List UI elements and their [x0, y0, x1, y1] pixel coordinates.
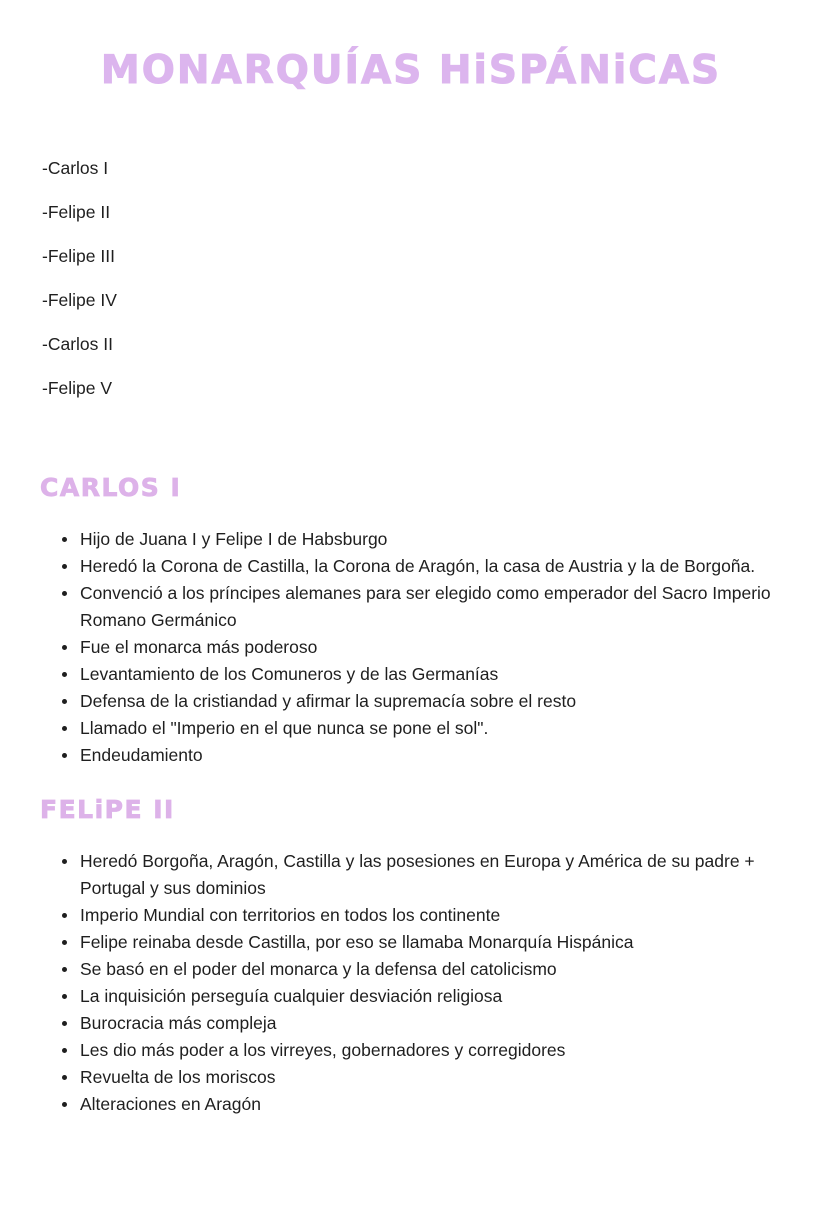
king-list-item: -Felipe III — [42, 246, 115, 266]
bullet-item: Heredó Borgoña, Aragón, Castilla y las posesiones en Europa y América de su padre + Portugal y sus dominios — [80, 848, 782, 902]
bullet-item: Convenció a los príncipes alemanes para ser elegido como emperador del Sacro Imperio Romano Germánico — [80, 580, 782, 634]
bullet-item: Imperio Mundial con territorios en todos los continente — [80, 902, 782, 929]
bullet-item: Se basó en el poder del monarca y la defensa del catolicismo — [80, 956, 782, 983]
bullet-item: Fue el monarca más poderoso — [80, 634, 782, 661]
bullet-item: Revuelta de los moriscos — [80, 1064, 782, 1091]
bullet-item: Heredó la Corona de Castilla, la Corona de Aragón, la casa de Austria y la de Borgoña. — [80, 553, 782, 580]
carlos-i-bullet-list — [80, 526, 782, 769]
bullet-item: Levantamiento de los Comuneros y de las Germanías — [80, 661, 782, 688]
bullet-item: Felipe reinaba desde Castilla, por eso se llamaba Monarquía Hispánica — [80, 929, 782, 956]
felipe-ii-bullet-list — [80, 848, 782, 1118]
section-carlos-i — [40, 473, 782, 769]
bullet-item: Alteraciones en Aragón — [80, 1091, 782, 1118]
bullet-item: Les dio más poder a los virreyes, gobernadores y corregidores — [80, 1037, 782, 1064]
king-list-item: -Felipe IV — [42, 290, 117, 310]
document-title: MONARQUÍAS HiSPÁNiCAS — [100, 48, 722, 93]
bullet-item: La inquisición perseguía cualquier desviación religiosa — [80, 983, 782, 1010]
king-list-item: -Felipe II — [42, 202, 111, 222]
kings-list — [40, 159, 782, 397]
bullet-item: Llamado el "Imperio en el que nunca se pone el sol". — [80, 715, 782, 742]
section-felipe-ii — [40, 795, 782, 1118]
bullet-item: Defensa de la cristiandad y afirmar la supremacía sobre el resto — [80, 688, 782, 715]
section-heading-felipe-ii: FELiPE II — [40, 795, 175, 824]
king-list-item: -Carlos I — [42, 158, 109, 178]
bullet-item: Burocracia más compleja — [80, 1010, 782, 1037]
bullet-item: Endeudamiento — [80, 742, 782, 769]
king-list-item: -Felipe V — [42, 378, 113, 398]
section-heading-carlos-i: CARLOS I — [40, 473, 182, 502]
king-list-item: -Carlos II — [42, 334, 113, 354]
bullet-item: Hijo de Juana I y Felipe I de Habsburgo — [80, 526, 782, 553]
